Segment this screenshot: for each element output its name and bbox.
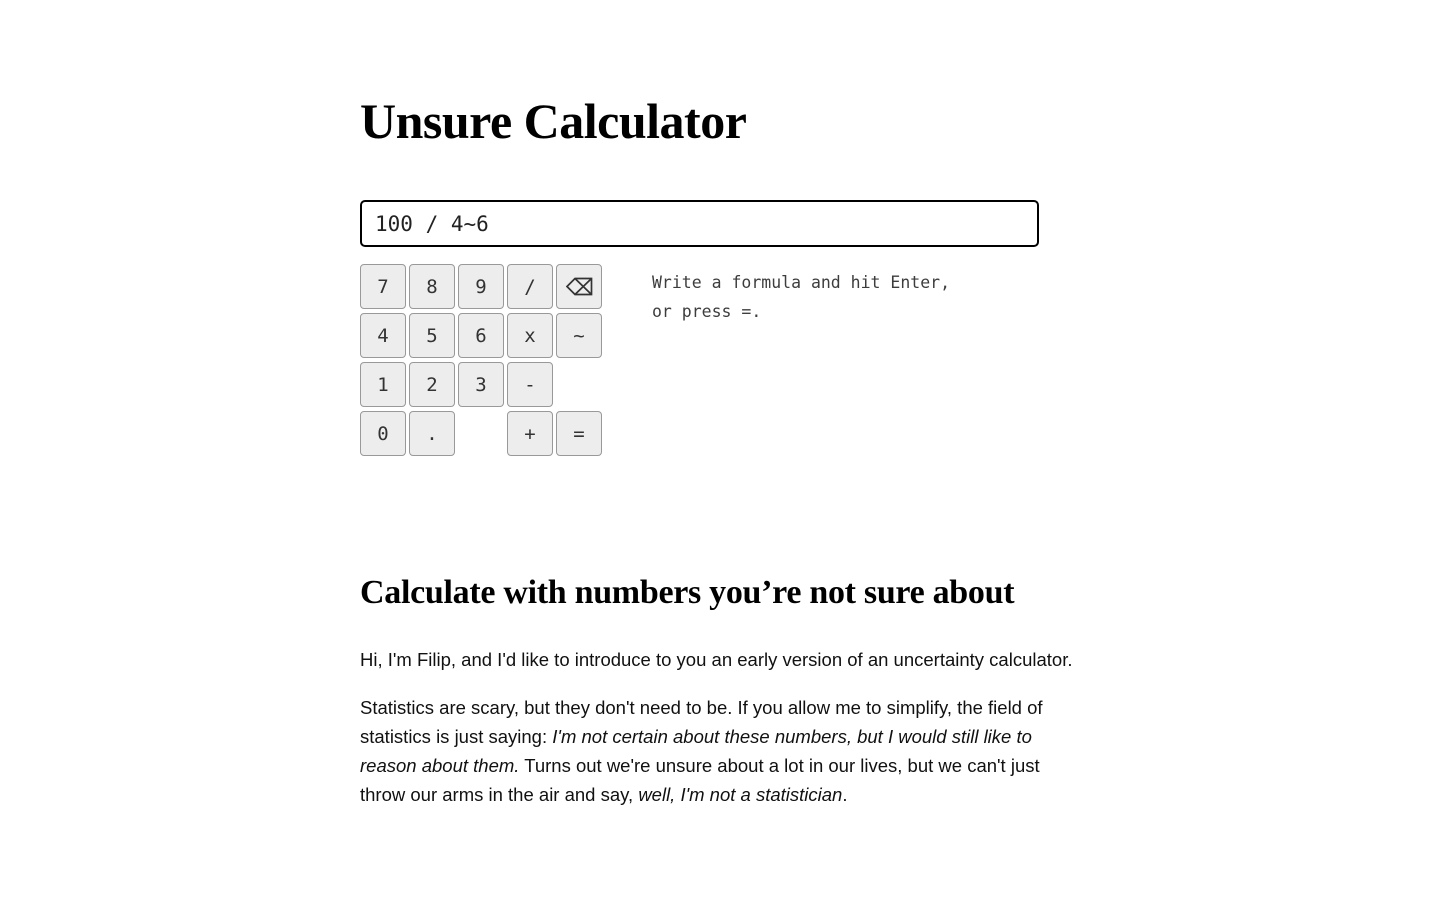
statistics-text-1: Statistics are scary, but they don't need to be. If you allow me to simplify, the field of statistics is just saying:: [360, 697, 1043, 747]
key-0[interactable]: 0: [360, 411, 406, 456]
intro-paragraph: Hi, I'm Filip, and I'd like to introduce to you an early version of an uncertainty calculator.: [360, 649, 1073, 670]
key-1[interactable]: 1: [360, 362, 406, 407]
calculator-area: [360, 264, 1090, 456]
backspace-icon: [566, 277, 593, 296]
keypad-spacer: [556, 362, 602, 407]
hint-text: [652, 264, 950, 326]
keypad-spacer: [458, 411, 504, 456]
key-decimal[interactable]: .: [409, 411, 455, 456]
keypad: [360, 264, 602, 456]
section-heading: Calculate with numbers you’re not sure about: [360, 574, 1015, 611]
key-backspace[interactable]: [556, 264, 602, 309]
key-multiply[interactable]: x: [507, 313, 553, 358]
statistics-italic-2: well, I'm not a statistician: [638, 784, 843, 805]
statistics-text-3: .: [842, 784, 848, 805]
key-2[interactable]: 2: [409, 362, 455, 407]
key-8[interactable]: 8: [409, 264, 455, 309]
formula-input[interactable]: [360, 200, 1039, 247]
key-plus[interactable]: +: [507, 411, 553, 456]
hint-line-2: or press =.: [652, 302, 762, 321]
hint-line-1: Write a formula and hit Enter,: [652, 273, 951, 292]
key-3[interactable]: 3: [458, 362, 504, 407]
key-equals[interactable]: =: [556, 411, 602, 456]
key-6[interactable]: 6: [458, 313, 504, 358]
page-title: Unsure Calculator: [360, 93, 747, 149]
key-5[interactable]: 5: [409, 313, 455, 358]
statistics-paragraph: [360, 693, 1080, 809]
key-tilde[interactable]: ~: [556, 313, 602, 358]
key-minus[interactable]: -: [507, 362, 553, 407]
key-9[interactable]: 9: [458, 264, 504, 309]
key-7[interactable]: 7: [360, 264, 406, 309]
statistics-italic-1: I'm not certain about these numbers, but I would still like to reason about them.: [360, 726, 1032, 776]
statistics-text-2: Turns out we're unsure about a lot in our lives, but we can't just throw our arms in the air and say,: [360, 755, 1040, 805]
key-4[interactable]: 4: [360, 313, 406, 358]
key-divide[interactable]: /: [507, 264, 553, 309]
